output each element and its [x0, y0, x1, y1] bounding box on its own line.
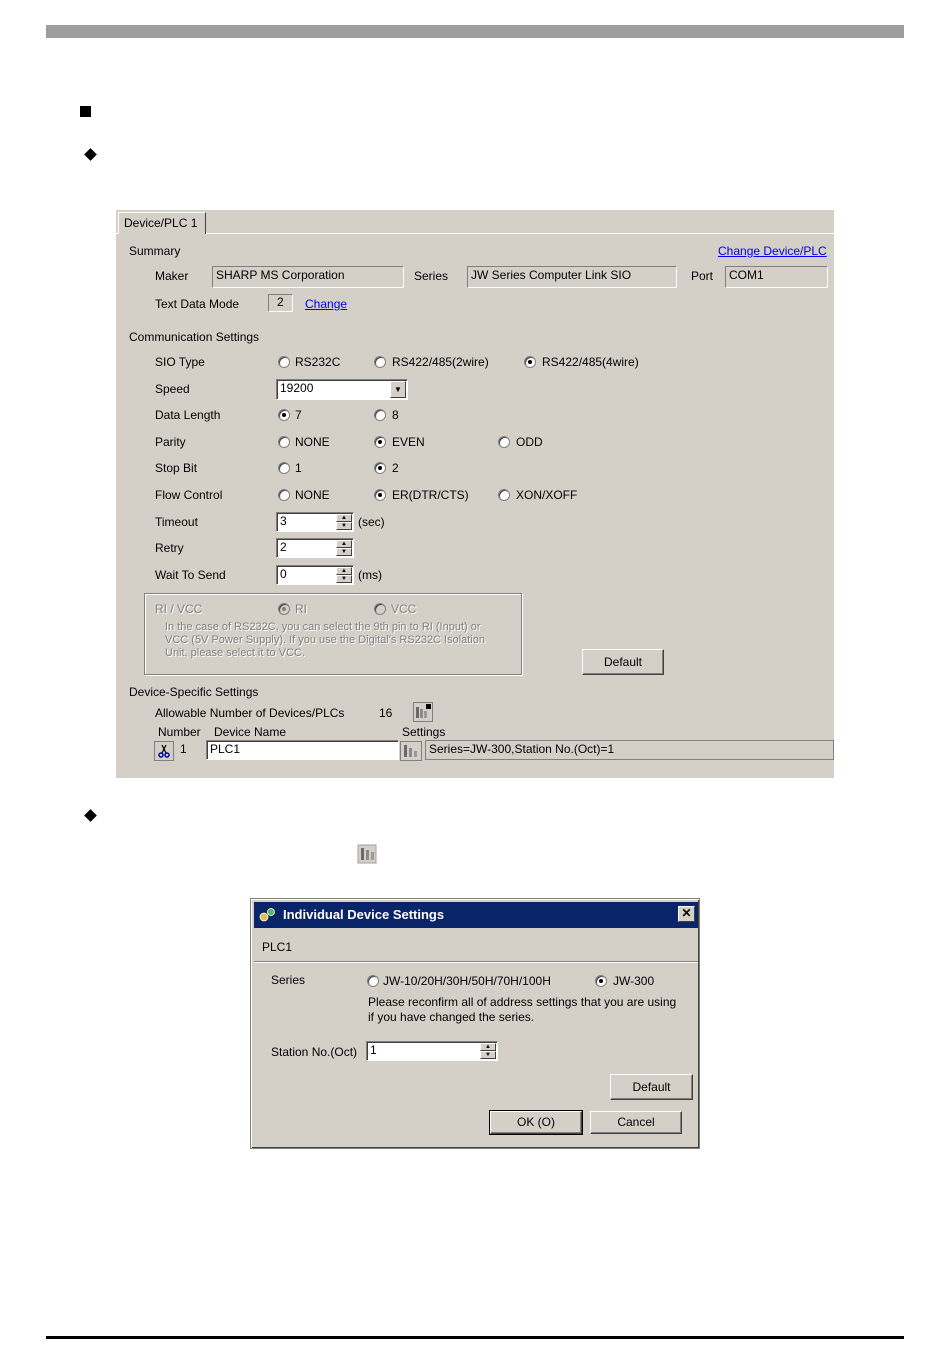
column-settings: Settings [402, 725, 446, 739]
series-option-jw-10: JW-10/20H/30H/50H/70H/100H [383, 974, 551, 988]
spin-up-icon[interactable]: ▲ [336, 514, 352, 522]
stop-bit-radio-2[interactable] [374, 462, 386, 474]
data-length-radio-8[interactable] [374, 409, 386, 421]
header-rule [46, 25, 904, 38]
station-spin[interactable] [480, 1043, 496, 1059]
dialog-series-label: Series [271, 973, 306, 987]
retry-stepper[interactable] [276, 538, 354, 558]
sio-radio-rs422-2wire[interactable] [374, 356, 386, 368]
rivcc-note: In the case of RS232C, you can select the 9th pin to RI (Input) or VCC (5V Power Supply). If you use the Digital's RS232C Isolation Unit, please select it to VCC. [165, 621, 486, 659]
ri-vcc-label: RI / VCC [155, 602, 203, 616]
station-no-stepper[interactable] [366, 1041, 498, 1061]
dialog-titlebar [254, 902, 698, 928]
settings-icon-inline [356, 843, 378, 865]
wait-value: 0 [280, 567, 287, 581]
flow-radio-xon[interactable] [498, 489, 510, 501]
retry-label: Retry [155, 541, 184, 555]
timeout-stepper[interactable] [276, 512, 354, 532]
port-label: Port [691, 269, 714, 283]
timeout-spin[interactable] [336, 514, 352, 530]
device-name-input[interactable] [206, 740, 399, 760]
maker-value: SHARP MS Corporation [216, 268, 345, 282]
allowable-devices-value: 16 [379, 706, 393, 720]
rivcc-radio-ri [278, 603, 290, 615]
dialog-default-button[interactable]: Default [610, 1074, 693, 1100]
flow-control-label: Flow Control [155, 488, 223, 502]
chevron-down-icon[interactable]: ▼ [390, 381, 406, 398]
cancel-button[interactable]: Cancel [590, 1111, 682, 1134]
sio-option-rs422-2wire: RS422/485(2wire) [392, 355, 489, 369]
wait-unit: (ms) [358, 568, 382, 582]
speed-label: Speed [155, 382, 190, 396]
wait-spin[interactable] [336, 567, 352, 583]
tab-strip [116, 210, 834, 234]
parity-radio-none[interactable] [278, 436, 290, 448]
change-text-mode-link[interactable]: Change [305, 297, 348, 311]
data-length-label: Data Length [155, 408, 221, 422]
spin-down-icon[interactable]: ▼ [336, 522, 352, 530]
retry-spin[interactable] [336, 540, 352, 556]
ok-button[interactable]: OK (O) [490, 1111, 582, 1134]
dialog-divider [254, 961, 698, 963]
bullet-diamond-1 [84, 148, 97, 161]
timeout-value: 3 [280, 514, 287, 528]
bullet-diamond-2 [84, 809, 97, 822]
summary-heading: Summary [129, 244, 181, 258]
scissors-icon[interactable] [154, 741, 174, 761]
sio-option-rs422-4wire: RS422/485(4wire) [542, 355, 639, 369]
station-no-value: 1 [370, 1043, 377, 1057]
settings-icon[interactable] [400, 741, 422, 761]
port-field [725, 266, 828, 288]
close-icon[interactable]: ✕ [678, 906, 695, 922]
wait-to-send-label: Wait To Send [155, 568, 226, 582]
spin-down-icon[interactable]: ▼ [336, 575, 352, 583]
individual-device-settings-dialog [250, 898, 700, 1149]
parity-radio-odd[interactable] [498, 436, 510, 448]
settings-summary-cell [425, 740, 834, 760]
row-number: 1 [180, 742, 187, 756]
text-data-mode-field [268, 294, 293, 312]
data-length-radio-7[interactable] [278, 409, 290, 421]
device-plc-settings-window [116, 210, 834, 778]
sio-radio-rs422-4wire[interactable] [524, 356, 536, 368]
spin-down-icon[interactable]: ▼ [480, 1051, 496, 1059]
sio-type-label: SIO Type [155, 355, 205, 369]
series-radio-jw-300[interactable] [595, 975, 607, 987]
data-length-option-8: 8 [392, 408, 399, 422]
parity-option-odd: ODD [516, 435, 543, 449]
series-note: Please reconfirm all of address settings that you are using if you have changed the series. [368, 995, 677, 1024]
station-no-label: Station No.(Oct) [271, 1045, 358, 1059]
add-device-icon[interactable] [413, 702, 433, 722]
parity-radio-even[interactable] [374, 436, 386, 448]
stop-bit-option-2: 2 [392, 461, 399, 475]
settings-summary-value: Series=JW-300,Station No.(Oct)=1 [429, 742, 615, 756]
flow-radio-er[interactable] [374, 489, 386, 501]
device-specific-heading: Device-Specific Settings [129, 685, 259, 699]
parity-label: Parity [155, 435, 186, 449]
section-bullet-square [80, 106, 91, 117]
rivcc-option-vcc: VCC [391, 602, 417, 616]
stop-bit-option-1: 1 [295, 461, 302, 475]
wait-to-send-stepper[interactable] [276, 565, 354, 585]
sio-option-rs232c: RS232C [295, 355, 341, 369]
stop-bit-label: Stop Bit [155, 461, 198, 475]
ri-vcc-group [144, 593, 522, 675]
text-data-mode-value: 2 [277, 295, 284, 309]
stop-bit-radio-1[interactable] [278, 462, 290, 474]
spin-down-icon[interactable]: ▼ [336, 548, 352, 556]
series-option-jw-300: JW-300 [613, 974, 655, 988]
spin-up-icon[interactable]: ▲ [336, 567, 352, 575]
dialog-title: Individual Device Settings [283, 907, 445, 922]
column-device-name: Device Name [214, 725, 287, 739]
data-length-option-7: 7 [295, 408, 302, 422]
series-label: Series [414, 269, 449, 283]
spin-up-icon[interactable]: ▲ [336, 540, 352, 548]
text-data-mode-label: Text Data Mode [155, 297, 240, 311]
flow-radio-none[interactable] [278, 489, 290, 501]
spin-up-icon[interactable]: ▲ [480, 1043, 496, 1051]
dialog-app-icon [258, 907, 276, 923]
flow-option-er: ER(DTR/CTS) [392, 488, 469, 502]
timeout-label: Timeout [155, 515, 198, 529]
timeout-unit: (sec) [358, 515, 385, 529]
tab-label: Device/PLC 1 [124, 216, 198, 230]
speed-value: 19200 [280, 381, 314, 395]
series-radio-jw-10[interactable] [367, 975, 379, 987]
series-value: JW Series Computer Link SIO [471, 268, 632, 282]
flow-option-xon: XON/XOFF [516, 488, 578, 502]
change-device-link[interactable]: Change Device/PLC [718, 244, 827, 258]
parity-option-even: EVEN [392, 435, 425, 449]
tab-device-plc-1[interactable] [118, 212, 206, 234]
dialog-device-name: PLC1 [262, 940, 293, 954]
rivcc-option-ri: RI [295, 602, 307, 616]
speed-select[interactable] [276, 379, 408, 400]
allowable-devices-label: Allowable Number of Devices/PLCs [155, 706, 345, 720]
comm-default-button[interactable]: Default [582, 649, 664, 675]
column-number: Number [158, 725, 201, 739]
maker-field [212, 266, 404, 288]
series-field [467, 266, 677, 288]
sio-radio-rs232c[interactable] [278, 356, 290, 368]
footer-rule [46, 1336, 904, 1339]
comm-settings-heading: Communication Settings [129, 330, 260, 344]
flow-option-none: NONE [295, 488, 330, 502]
rivcc-radio-vcc [374, 603, 386, 615]
maker-label: Maker [155, 269, 189, 283]
parity-option-none: NONE [295, 435, 330, 449]
port-value: COM1 [729, 268, 764, 282]
device-name-value: PLC1 [210, 742, 241, 756]
retry-value: 2 [280, 540, 287, 554]
